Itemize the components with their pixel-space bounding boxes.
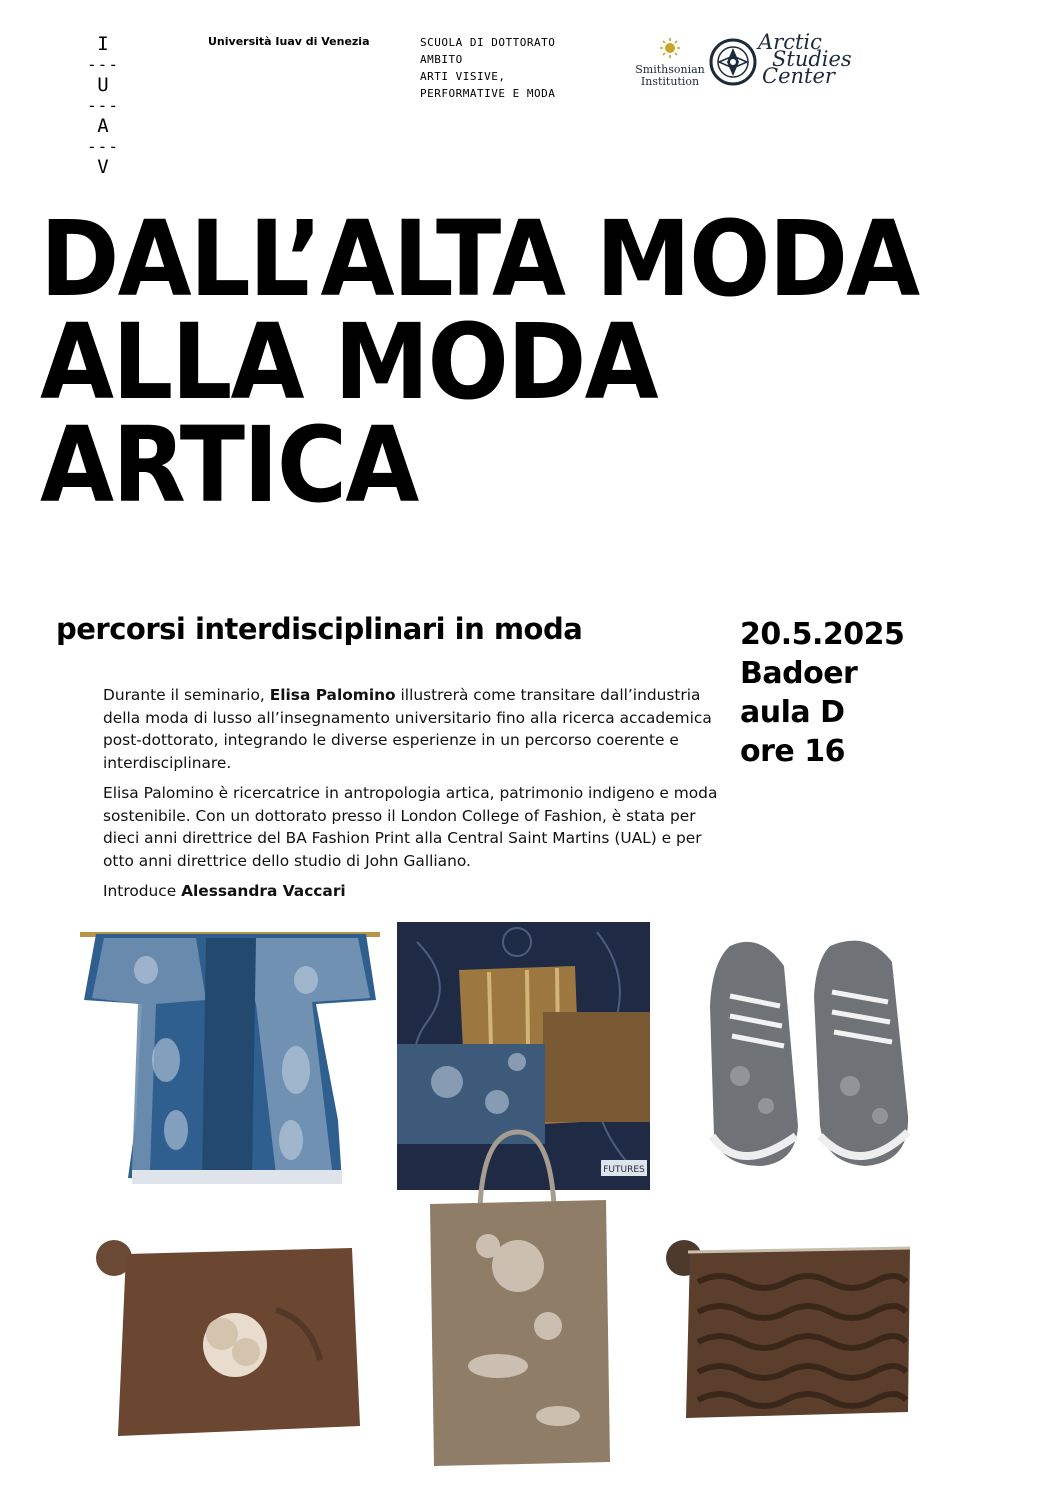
text: Introduce <box>103 882 182 900</box>
paragraph-introducer <box>103 880 723 903</box>
iuav-dash: --- <box>87 55 119 74</box>
iuav-letter-i: I <box>97 33 109 55</box>
paragraph-intro <box>103 684 723 774</box>
tote-bag-image <box>428 1126 613 1466</box>
iuav-letter-v: V <box>97 156 109 178</box>
school-line: ARTI VISIVE, <box>420 70 506 83</box>
description <box>103 684 723 911</box>
smithsonian-line: Smithsonian <box>635 63 705 76</box>
arctic-line: Center <box>762 64 835 88</box>
main-title <box>40 198 965 526</box>
arctic-studies-wordmark <box>758 30 852 88</box>
ruffle-pouch-image <box>660 1232 915 1427</box>
title-line: ALLA MODA <box>40 301 657 423</box>
event-room: aula D <box>740 695 845 730</box>
arctic-line: Arctic <box>758 30 822 54</box>
subtitle: percorsi interdisciplinari in moda <box>56 612 583 646</box>
school-block <box>420 34 555 102</box>
iuav-dash: --- <box>87 96 119 115</box>
arctic-line: Studies <box>772 47 852 71</box>
text: Durante il seminario, <box>103 686 270 704</box>
iuav-letter-u: U <box>97 74 109 96</box>
iuav-letter-a: A <box>97 115 109 137</box>
smithsonian-logo <box>632 38 708 88</box>
iuav-dash: --- <box>87 137 119 156</box>
rose-clutch-image <box>90 1230 370 1440</box>
kimono-image <box>76 920 386 1190</box>
school-line: PERFORMATIVE E MODA <box>420 87 556 100</box>
school-line: SCUOLA DI DOTTORATO <box>420 36 556 49</box>
event-place: Badoer <box>740 656 858 691</box>
paragraph-bio: Elisa Palomino è ricercatrice in antropologia artica, patrimonio indigeno e moda sostenibile. Con un dottorato presso il London College of Fashion, è stata per dieci anni direttrice del BA Fashion Print alla Central Saint Martins (UAL) e per otto anni direttrice dello studio di John Galliano. <box>103 784 718 870</box>
title-line: DALL’ALTA MODA <box>40 198 919 320</box>
introducer-name: Alessandra Vaccari <box>181 882 346 900</box>
text: illustrerà come transitare dall’industria della moda di lusso all’insegnamento universitario fino alla ricerca accademica post-dottorato, integrando le diverse esperienze in un percorso coerente e interdisciplinare. <box>103 686 712 772</box>
school-line: AMBITO <box>420 53 463 66</box>
title-line: ARTICA <box>40 404 418 526</box>
event-time: ore 16 <box>740 734 845 769</box>
speaker-name: Elisa Palomino <box>269 686 396 704</box>
event-info <box>740 615 904 771</box>
smithsonian-line: Institution <box>640 75 700 88</box>
iuav-logo <box>84 34 122 178</box>
event-date: 20.5.2025 <box>740 617 905 652</box>
university-name: Università Iuav di Venezia <box>208 35 370 48</box>
sun-icon <box>660 38 680 58</box>
futures-label: FUTURES <box>603 1165 645 1175</box>
arctic-circle-icon <box>708 34 758 90</box>
sneakers-image <box>700 926 955 1181</box>
